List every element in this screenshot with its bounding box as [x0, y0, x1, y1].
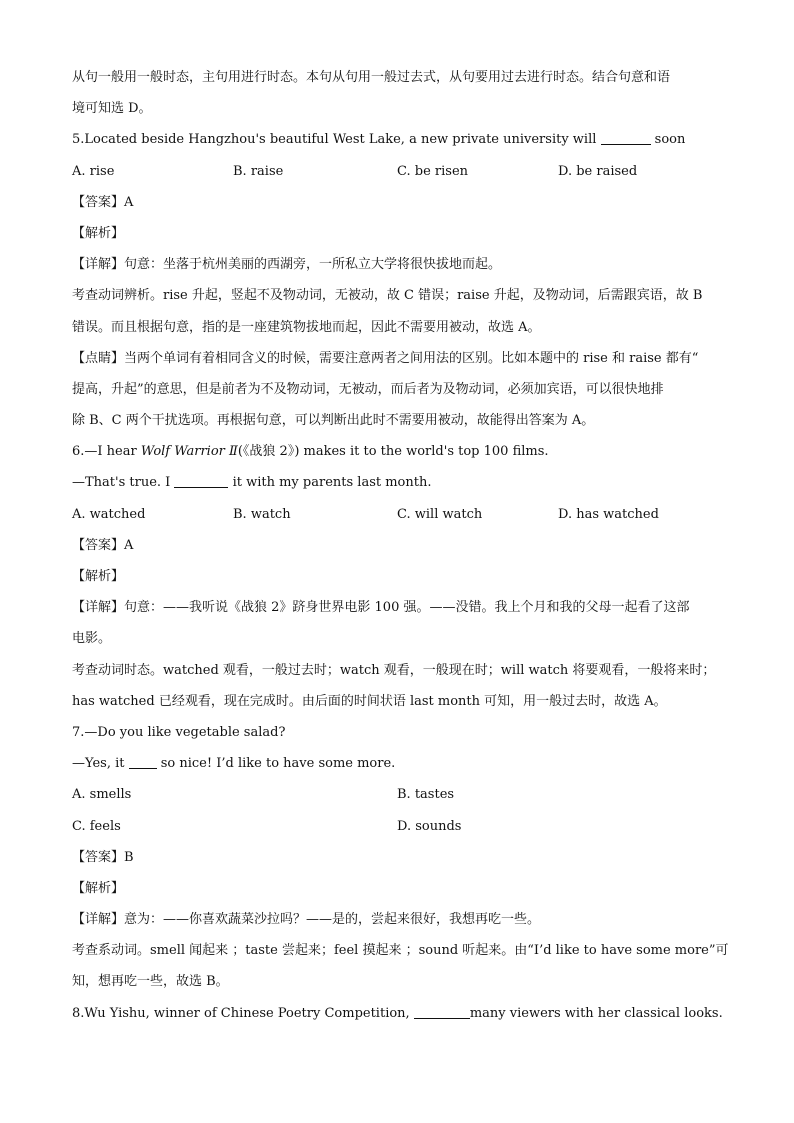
explanation-text: 考查系动词。smell 闻起来 ；taste 尝起来；feel 摸起来 ；sound 听起来。由“I’d like to have some more”可: [72, 943, 729, 959]
question-5-options: [72, 156, 724, 187]
option-d: D. has watched: [558, 506, 659, 522]
stem-text: (《战狼 2》) makes it to the world's top 100 films.: [237, 444, 549, 460]
stem-text: —Yes, it: [72, 756, 129, 772]
detail-text: 【详解】句意：——我听说《战狼 2》跻身世界电影 100 强。——没错。我上个月和我的父母一起看了这部: [72, 600, 690, 616]
question-6-stem: [72, 436, 724, 467]
explanation-text: 考查动词时态。watched 观看，一般过去时；watch 观看，一般现在时；will watch 将要观看，一般将来时；: [72, 662, 716, 678]
option-c: C. feels: [72, 818, 121, 834]
question-6-line2: [72, 467, 724, 498]
option-d: D. sounds: [397, 818, 462, 834]
detail-text: 【详解】意为：——你喜欢蔬菜沙拉吗？——是的，尝起来很好，我想再吃一些。: [72, 912, 541, 928]
stem-text: it with my parents last month.: [228, 475, 432, 491]
answer-blank: [414, 1005, 470, 1019]
question-6-options: [72, 499, 724, 530]
question-5-stem: [72, 124, 724, 155]
answer-blank: [129, 755, 157, 769]
option-c: C. will watch: [397, 506, 483, 522]
stem-text: so nice! I’d like to have some more.: [156, 756, 396, 772]
stem-text: 5.Located beside Hangzhou's beautiful West Lake, a new private university will: [72, 132, 601, 148]
stem-text: 6.—I hear: [72, 444, 141, 460]
analysis-label: 【解析】: [72, 225, 125, 241]
explanation-text: 考查动词辨析。rise 升起，竖起不及物动词，无被动，故 C 错误；raise 升起，及物动词，后需跟宾语，故 B: [72, 288, 703, 304]
answer-label: 【答案】A: [72, 537, 134, 553]
note-text: 提高，升起”的意思，但是前者为不及物动词，无被动，而后者为及物动词，必须加宾语，可以很快地排: [72, 381, 664, 397]
question-7-options-row2: [72, 811, 724, 842]
detail-text: 【详解】句意：坐落于杭州美丽的西湖旁，一所私立大学将很快拔地而起。: [72, 257, 502, 273]
question-7-line2: [72, 748, 724, 779]
analysis-label: 【解析】: [72, 569, 125, 584]
stem-text: 8.Wu Yishu, winner of Chinese Poetry Competition,: [72, 1005, 414, 1021]
question-7-options-row1: [72, 779, 724, 810]
text-line: 从句一般用一般时态，主句用进行时态。本句从句用一般过去式，从句要用过去进行时态。结合句意和语: [72, 70, 671, 85]
option-c: C. be risen: [397, 163, 469, 179]
explanation-text: has watched 已经观看，现在完成时。由后面的时间状语 last month 可知，用一般过去时，故选 A。: [72, 693, 667, 709]
document-page: [72, 62, 729, 1029]
detail-text: 电影。: [72, 631, 112, 647]
stem-text: —That's true. I: [72, 475, 175, 491]
text-line: 境可知选 D。: [72, 101, 152, 117]
note-text: 【点睛】当两个单词有着相同含义的时候，需要注意两者之间用法的区别。比如本题中的 rise 和 raise 都有“: [72, 350, 699, 366]
note-text: 除 B、C 两个干扰选项。再根据句意，可以判断出此时不需要用被动，故能得出答案为 A。: [72, 413, 595, 429]
answer-blank: [601, 131, 651, 145]
option-a: A. watched: [72, 506, 146, 522]
option-a: A. rise: [72, 163, 115, 179]
option-a: A. smells: [72, 787, 132, 803]
explanation-text: 错误。而且根据句意，指的是一座建筑物拔地而起，因此不需要用被动，故选 A。: [72, 319, 541, 335]
stem-text: many viewers with her classical looks.: [469, 1005, 723, 1021]
option-b: B. watch: [233, 506, 291, 522]
answer-label: 【答案】A: [72, 194, 134, 210]
explanation-text: 知，想再吃一些，故选 B。: [72, 974, 229, 990]
question-7-stem: 7.—Do you like vegetable salad?: [72, 724, 286, 740]
analysis-label: 【解析】: [72, 880, 125, 896]
film-title: Wolf Warrior Ⅱ: [140, 444, 238, 460]
answer-label: 【答案】B: [72, 849, 134, 865]
answer-blank: [174, 474, 228, 488]
option-b: B. tastes: [397, 787, 455, 803]
option-b: B. raise: [233, 163, 284, 179]
question-8-stem: [72, 998, 724, 1029]
stem-text: soon: [650, 132, 686, 148]
option-d: D. be raised: [558, 163, 638, 179]
